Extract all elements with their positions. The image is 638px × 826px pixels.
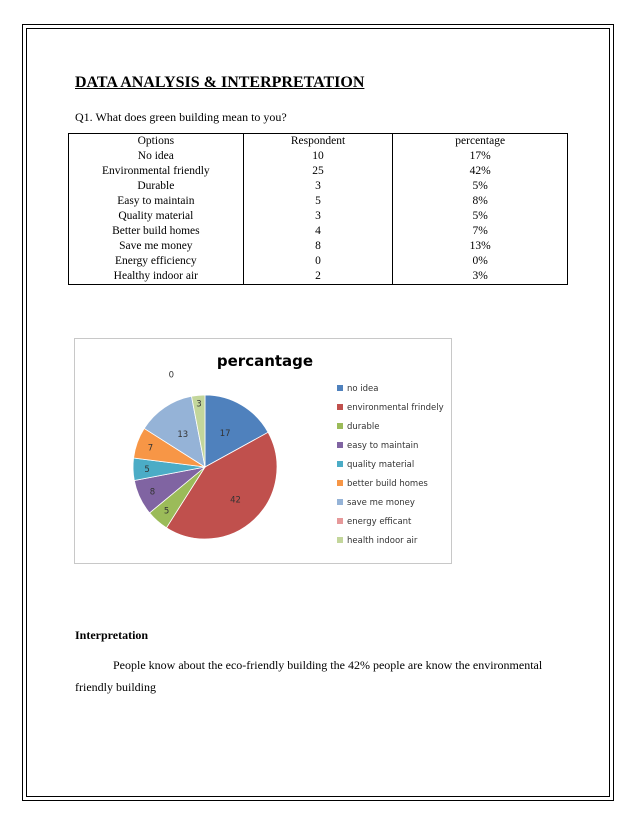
pie-data-label: 7 [147, 443, 154, 454]
pie-data-label: 13 [177, 430, 189, 441]
table-cell: Better build homes [69, 224, 244, 239]
legend-swatch [337, 442, 343, 448]
table-cell: 42% [393, 164, 568, 179]
table-row [69, 224, 568, 239]
page-heading: DATA ANALYSIS & INTERPRETATION [75, 74, 365, 91]
table-row [69, 164, 568, 179]
table-cell: Quality material [69, 209, 244, 224]
interpretation-title: Interpretation [75, 628, 149, 642]
pie-chart [74, 338, 452, 564]
table-cell: 10 [243, 149, 393, 164]
chart-title: percantage [216, 352, 314, 370]
pie-data-label: 5 [144, 464, 150, 475]
table-cell: 2 [243, 269, 393, 285]
table-row [69, 254, 568, 269]
legend-label: environmental frindely [347, 403, 444, 413]
legend-swatch [337, 537, 343, 543]
table-cell: Environmental friendly [69, 164, 244, 179]
legend-swatch [337, 404, 343, 410]
pie-data-label: 8 [149, 487, 156, 498]
pie-data-label: 42 [230, 495, 241, 506]
legend-label: quality material [347, 460, 415, 470]
pie-data-label: 17 [219, 428, 231, 439]
table-row [69, 239, 568, 254]
legend-swatch [337, 518, 343, 524]
table-row [69, 194, 568, 209]
legend-label: easy to maintain [347, 441, 419, 451]
legend-label: save me money [347, 498, 415, 508]
legend-label: no idea [347, 384, 379, 394]
question-text: Q1. What does green building mean to you? [75, 110, 287, 124]
table-cell: Easy to maintain [69, 194, 244, 209]
table-header-cell: percentage [393, 134, 568, 150]
table-cell: 0 [243, 254, 393, 269]
table-row [69, 179, 568, 194]
table-cell: 5% [393, 179, 568, 194]
table-cell: 13% [393, 239, 568, 254]
table-row [69, 269, 568, 285]
table-cell: 8 [243, 239, 393, 254]
table-cell: 3 [243, 179, 393, 194]
table-cell: 17% [393, 149, 568, 164]
legend-swatch [337, 499, 343, 505]
pie-chart-svg [75, 339, 453, 565]
table-cell: Save me money [69, 239, 244, 254]
table-header-cell: Options [69, 134, 244, 150]
legend-swatch [337, 480, 343, 486]
table-cell: 4 [243, 224, 393, 239]
data-table [68, 133, 568, 285]
table-cell: 0% [393, 254, 568, 269]
pie-data-label: 5 [163, 506, 170, 517]
table-cell: Energy efficiency [69, 254, 244, 269]
table-cell: 3 [243, 209, 393, 224]
table-row [69, 149, 568, 164]
legend-swatch [337, 385, 343, 391]
legend-label: health indoor air [347, 536, 418, 546]
legend-label: energy efficant [347, 517, 412, 527]
table-cell: 8% [393, 194, 568, 209]
legend-swatch [337, 423, 343, 429]
table-cell: 3% [393, 269, 568, 285]
table-cell: 5% [393, 209, 568, 224]
interpretation-body: People know about the eco-friendly building the 42% people are know the environmental friendly building [75, 658, 543, 694]
table-cell: No idea [69, 149, 244, 164]
pie-data-label: 3 [196, 399, 202, 410]
legend-swatch [337, 461, 343, 467]
table-cell: Durable [69, 179, 244, 194]
interpretation-text [75, 654, 575, 698]
table-header-cell: Respondent [243, 134, 393, 150]
table-cell: 25 [243, 164, 393, 179]
table-cell: Healthy indoor air [69, 269, 244, 285]
legend-label: better build homes [347, 479, 428, 489]
legend-label: durable [347, 422, 380, 432]
table-row [69, 209, 568, 224]
pie-data-label: 0 [168, 370, 175, 381]
table-cell: 7% [393, 224, 568, 239]
table-cell: 5 [243, 194, 393, 209]
table-header-row [69, 134, 568, 150]
